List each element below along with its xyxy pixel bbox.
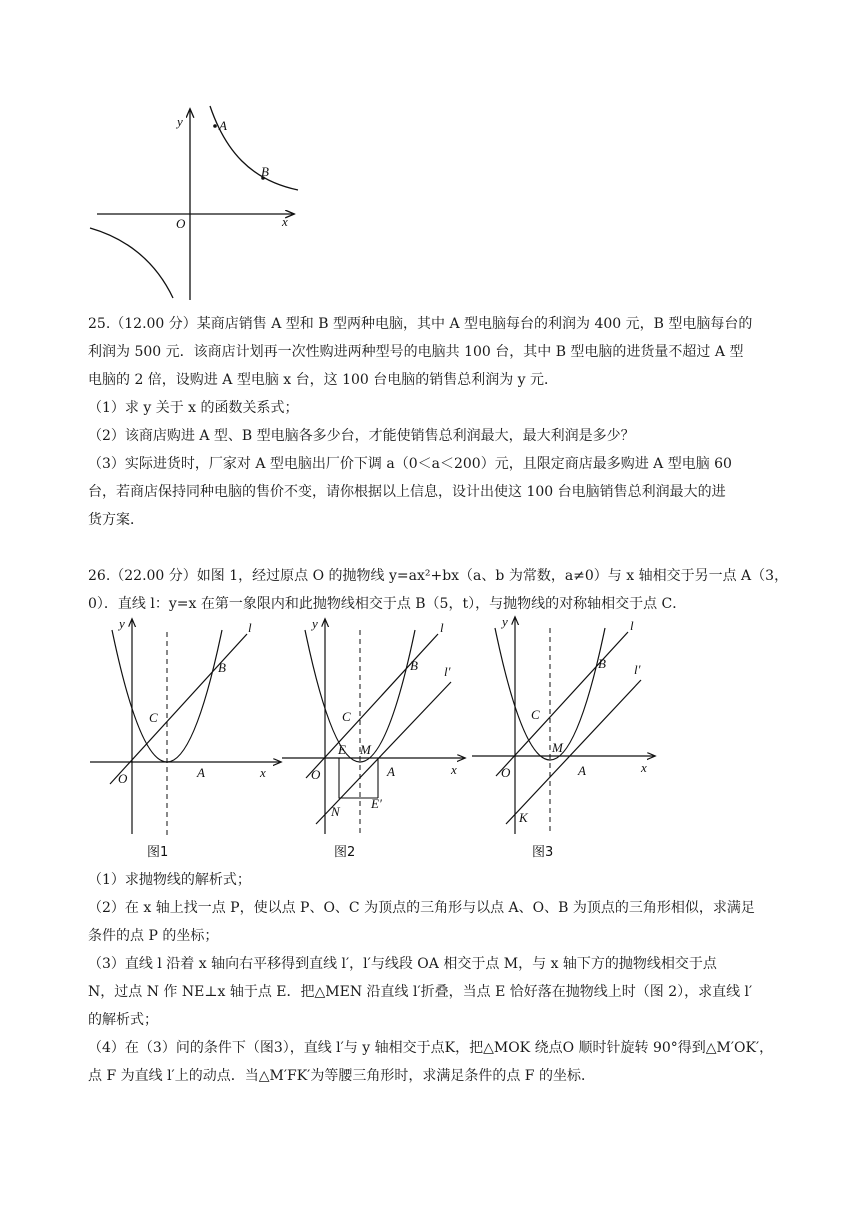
label-x: x bbox=[260, 765, 266, 780]
q26-part-3-line-3: 的解析式； bbox=[88, 1012, 158, 1028]
label-y: y bbox=[502, 614, 508, 629]
label-l-prime: l′ bbox=[444, 664, 451, 679]
figure-1 bbox=[85, 612, 285, 862]
label-c: C bbox=[149, 710, 158, 725]
label-k: K bbox=[519, 810, 528, 825]
q26-part-4-line-1: （4）在（3）问的条件下（图3），直线 l′与 y 轴相交于点K，把△MOK 绕点O 顺时针旋转 90°得到△M′OK′， bbox=[88, 1040, 774, 1056]
q26-part-3-line-1: （3）直线 l 沿着 x 轴向右平移得到直线 l′，l′与线段 OA 相交于点 M，与 x 轴下方的抛物线相交于点 bbox=[88, 956, 717, 972]
q26-line-1: 26.（22.00 分）如图 1，经过原点 O 的抛物线 y=ax²+bx（a、b 为常数，a≠0）与 x 轴相交于另一点 A（3， bbox=[88, 568, 789, 584]
figure-3 bbox=[468, 612, 668, 862]
label-y: y bbox=[119, 616, 125, 631]
label-n: N bbox=[331, 804, 340, 819]
q25-part-3-line-1: （3）实际进货时，厂家对 A 型电脑出厂价下调 a（0＜a＜200）元，且限定商店最多购进 A 型电脑 60 bbox=[88, 456, 732, 472]
hyperbola-figure bbox=[85, 100, 315, 305]
label-b: B bbox=[410, 658, 418, 673]
hyperbola-branch-2 bbox=[90, 228, 173, 298]
point-a bbox=[213, 124, 217, 128]
question-25 bbox=[88, 310, 778, 534]
fold-rectangle bbox=[339, 758, 378, 798]
label-x: x bbox=[282, 214, 288, 229]
label-m: M bbox=[552, 740, 563, 755]
label-y: y bbox=[177, 114, 183, 129]
q25-part-2: （2）该商店购进 A 型、B 型电脑各多少台，才能使销售总利润最大，最大利润是多少？ bbox=[88, 428, 635, 444]
q26-line-2: 0）．直线 l：y=x 在第一象限内和此抛物线相交于点 B（5，t），与抛物线的对称轴相交于点 C． bbox=[88, 596, 687, 612]
question-26-parts bbox=[88, 866, 778, 1090]
label-b: B bbox=[598, 656, 606, 671]
label-b: B bbox=[218, 660, 226, 675]
question-26-intro bbox=[88, 562, 789, 618]
label-a: A bbox=[197, 765, 205, 780]
q25-line-3: 电脑的 2 倍，设购进 A 型电脑 x 台，这 100 台电脑的销售总利润为 y 元． bbox=[88, 372, 559, 388]
label-b: B bbox=[261, 164, 269, 179]
q26-part-4-line-2: 点 F 为直线 l′上的动点．当△M′FK′为等腰三角形时，求满足条件的点 F 的坐标． bbox=[88, 1068, 595, 1084]
figure-2 bbox=[278, 612, 478, 862]
q25-part-1: （1）求 y 关于 x 的函数关系式； bbox=[88, 400, 299, 416]
label-c: C bbox=[342, 709, 351, 724]
q25-line-2: 利润为 500 元．该商店计划再一次性购进两种型号的电脑共 100 台，其中 B 型电脑的进货量不超过 A 型 bbox=[88, 344, 744, 360]
q25-part-3-line-3: 货方案． bbox=[88, 512, 144, 528]
label-a: A bbox=[578, 763, 586, 778]
line-l-prime bbox=[506, 680, 641, 824]
caption-figure-3: 图3 bbox=[532, 845, 554, 860]
label-a: A bbox=[387, 764, 395, 779]
caption-figure-2: 图2 bbox=[334, 845, 356, 860]
label-m: M bbox=[360, 742, 371, 757]
q25-line-1: 25.（12.00 分）某商店销售 A 型和 B 型两种电脑，其中 A 型电脑每台的利润为 400 元，B 型电脑每台的 bbox=[88, 316, 753, 332]
line-l-prime bbox=[316, 682, 451, 824]
q26-part-2-line-2: 条件的点 P 的坐标； bbox=[88, 928, 219, 944]
label-o: O bbox=[501, 765, 511, 780]
q26-part-2-line-1: （2）在 x 轴上找一点 P，使以点 P、O、C 为顶点的三角形与以点 A、O、B 为顶点的三角形相似，求满足 bbox=[88, 900, 755, 916]
label-l: l bbox=[248, 620, 252, 635]
label-x: x bbox=[451, 762, 457, 777]
label-l-prime: l′ bbox=[634, 662, 641, 677]
label-x: x bbox=[641, 760, 647, 775]
label-e: E bbox=[338, 742, 346, 757]
q25-part-3-line-2: 台，若商店保持同种电脑的售价不变，请你根据以上信息，设计出使这 100 台电脑销售总利润最大的进 bbox=[88, 484, 726, 500]
label-o: O bbox=[118, 771, 128, 786]
label-y: y bbox=[312, 616, 318, 631]
label-l: l bbox=[440, 620, 444, 635]
q26-part-3-line-2: N，过点 N 作 NE⊥x 轴于点 E．把△MEN 沿直线 l′折叠，当点 E 恰好落在抛物线上时（图 2），求直线 l′ bbox=[88, 984, 753, 1000]
label-o: O bbox=[311, 767, 321, 782]
caption-figure-1: 图1 bbox=[147, 845, 169, 860]
label-o: O bbox=[176, 216, 186, 231]
label-l: l bbox=[630, 618, 634, 633]
label-a: A bbox=[219, 118, 227, 133]
label-c: C bbox=[531, 707, 540, 722]
label-e-prime: E′ bbox=[371, 796, 382, 811]
q26-part-1: （1）求抛物线的解析式； bbox=[88, 872, 251, 888]
